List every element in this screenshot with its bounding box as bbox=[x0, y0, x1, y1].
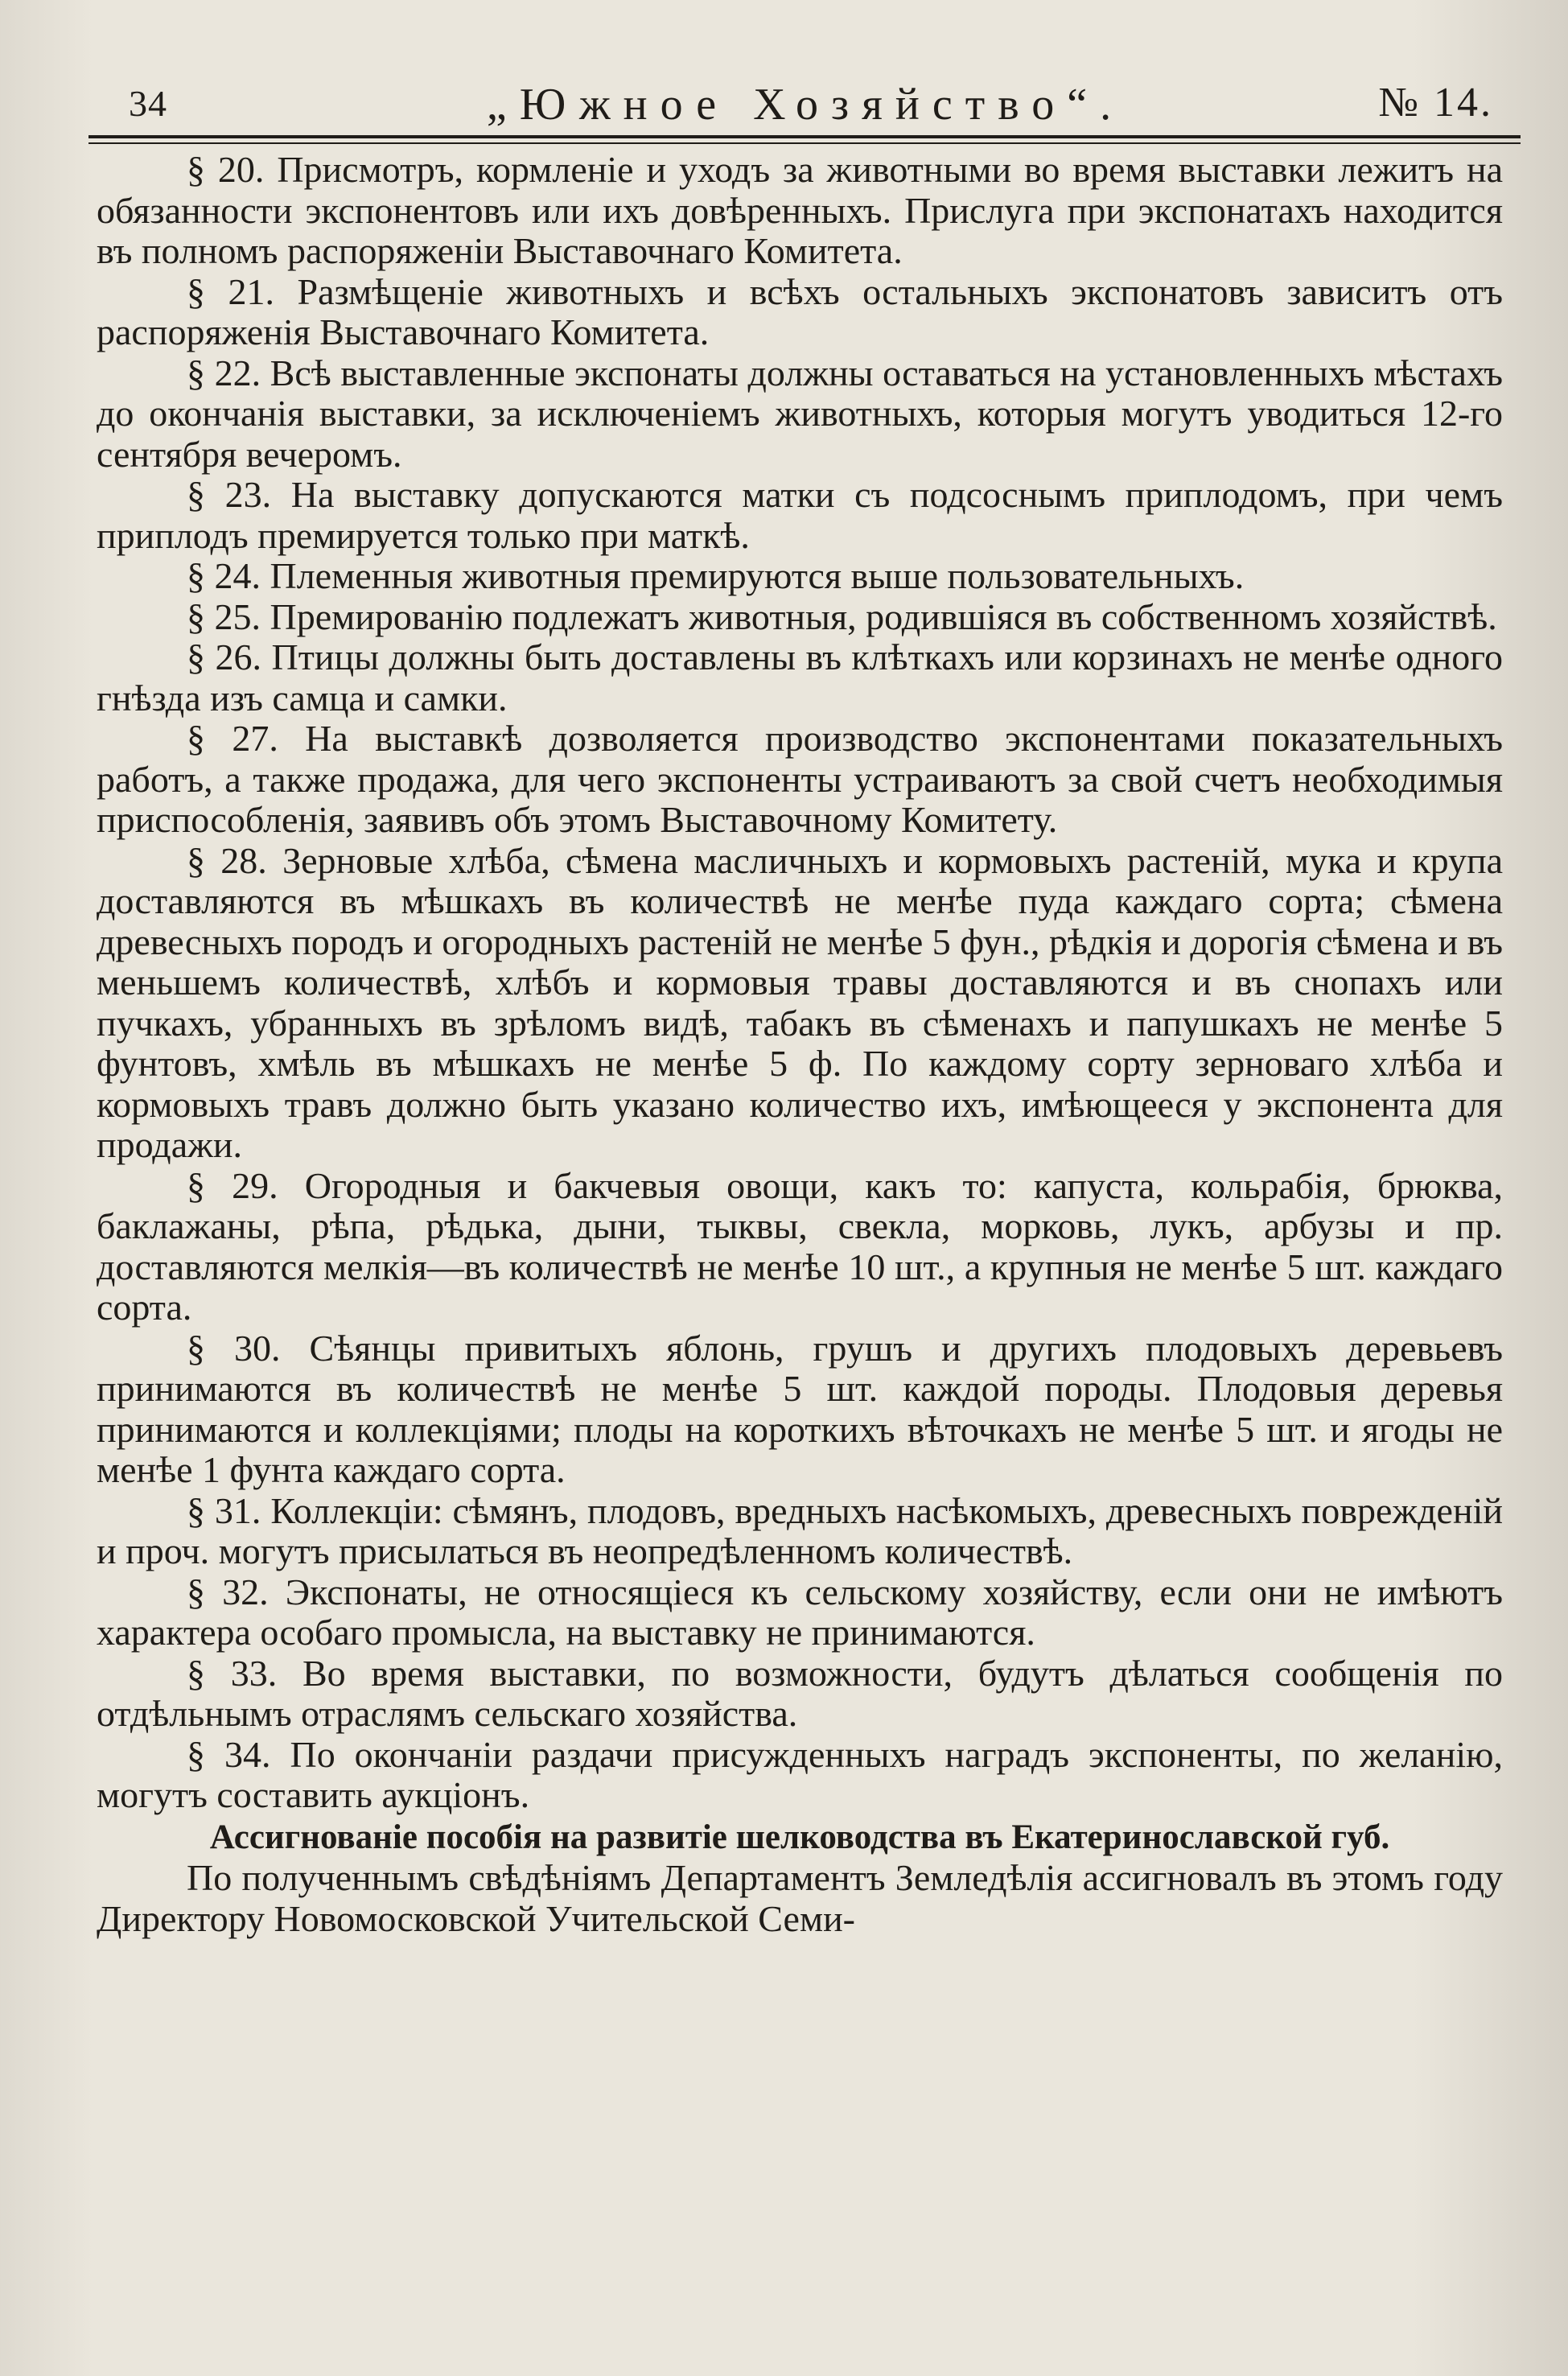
paragraph-section-34: § 34. По окончаніи раздачи присужденныхъ наградъ экспоненты, по желанію, могутъ составить аукціонъ. bbox=[97, 1733, 1503, 1815]
article-body bbox=[97, 150, 1503, 1939]
paragraph-section-31: § 31. Коллекціи: сѣмянъ, плодовъ, вредныхъ насѣкомыхъ, древесныхъ поврежденій и проч. могутъ присылаться въ неопредѣленномъ количествѣ. bbox=[97, 1489, 1503, 1571]
paragraph-section-20: § 20. Присмотръ, кормленіе и уходъ за животными во время выставки лежитъ на обязанности экспонентовъ или ихъ довѣренныхъ. Прислуга при экспонатахъ находится въ полномъ распоряженіи Выставочнаго Комитета. bbox=[97, 149, 1503, 271]
header-rule-thick bbox=[88, 135, 1521, 138]
page-header bbox=[93, 74, 1517, 130]
paragraph-section-32: § 32. Экспонаты, не относящіеся къ сельскому хозяйству, если они не имѣютъ характера особаго промысла, на выставку не принимаются. bbox=[97, 1571, 1503, 1653]
header-rule-thin bbox=[88, 142, 1521, 144]
paragraph-section-29: § 29. Огородныя и бакчевыя овощи, какъ то: капуста, кольрабія, брюква, баклажаны, рѣпа, рѣдька, дыни, тыквы, свекла, морковь, лукъ, арбузы и пр. доставляются мелкія—въ количествѣ не менѣе 10 шт., а крупныя не менѣе 5 шт. каждаго сорта. bbox=[97, 1164, 1503, 1328]
paragraph-section-26: § 26. Птицы должны быть доставлены въ клѣткахъ или корзинахъ не менѣе одного гнѣзда изъ самца и самки. bbox=[97, 636, 1503, 719]
paragraph-section-21: § 21. Размѣщеніе животныхъ и всѣхъ остальныхъ экспонатовъ зависитъ отъ распоряженія Выставочнаго Комитета. bbox=[97, 270, 1503, 352]
paragraph-section-30: § 30. Сѣянцы привитыхъ яблонь, грушъ и другихъ плодовыхъ деревьевъ принимаются въ количествѣ не менѣе 5 шт. каждой породы. Плодовыя деревья принимаются и коллекціями; плоды на короткихъ вѣточкахъ не менѣе 5 шт. и ягоды не менѣе 1 фунта каждаго сорта. bbox=[97, 1327, 1503, 1490]
section-paragraph: По полученнымъ свѣдѣніямъ Департаментъ Земледѣлія ассигновалъ въ этомъ году Директору Новомосковской Учительской Семи- bbox=[97, 1857, 1503, 1939]
paragraph-section-33: § 33. Во время выставки, по возможности, будутъ дѣлаться сообщенія по отдѣльнымъ отраслямъ сельскаго хозяйства. bbox=[97, 1652, 1503, 1734]
page-number: 34 bbox=[129, 83, 167, 124]
paragraph-section-28: § 28. Зерновые хлѣба, сѣмена масличныхъ и кормовыхъ растеній, мука и крупа доставляются въ мѣшкахъ въ количествѣ не менѣе пуда каждаго сорта; сѣмена древесныхъ породъ и огородныхъ растеній не менѣе 5 фун., рѣдкія и дорогія сѣмена и въ меньшемъ количествѣ, хлѣбъ и кормовыя травы доставляются и въ снопахъ или пучкахъ, убранныхъ въ зрѣломъ видѣ, табакъ въ сѣменахъ и папушкахъ не менѣе 5 фунтовъ, хмѣль въ мѣшкахъ не менѣе 5 ф. По каждому сорту зерноваго хлѣба и кормовыхъ травъ должно быть указано количество ихъ, имѣющееся у экспонента для продажи. bbox=[97, 839, 1503, 1165]
paragraph-section-24: § 24. Племенныя животныя премируются выше пользовательныхъ. bbox=[187, 555, 1245, 596]
journal-title: „Южное Хозяйство“. bbox=[486, 80, 1125, 130]
paragraph-section-25: § 25. Премированію подлежатъ животныя, родившіяся въ собственномъ хозяйствѣ. bbox=[187, 595, 1497, 637]
paragraph-section-23: § 23. На выставку допускаются матки съ подсоснымъ приплодомъ, при чемъ приплодъ премируется только при маткѣ. bbox=[97, 474, 1503, 556]
issue-number: № 14. bbox=[1378, 80, 1493, 126]
paragraph-section-22: § 22. Всѣ выставленные экспонаты должны оставаться на установленныхъ мѣстахъ до окончанія выставки, за исключеніемъ животныхъ, которыя могутъ уводиться 12-го сентября вечеромъ. bbox=[97, 352, 1503, 475]
section-heading: Ассигнованіе пособія на развитіе шелководства въ Екатеринославской губ. bbox=[209, 1818, 1390, 1856]
paragraph-section-27: § 27. На выставкѣ дозволяется производство экспонентами показательныхъ работъ, а также продажа, для чего экспоненты устраиваютъ за свой счетъ необходимыя приспособленія, заявивъ объ этомъ Выставочному Комитету. bbox=[97, 718, 1503, 840]
